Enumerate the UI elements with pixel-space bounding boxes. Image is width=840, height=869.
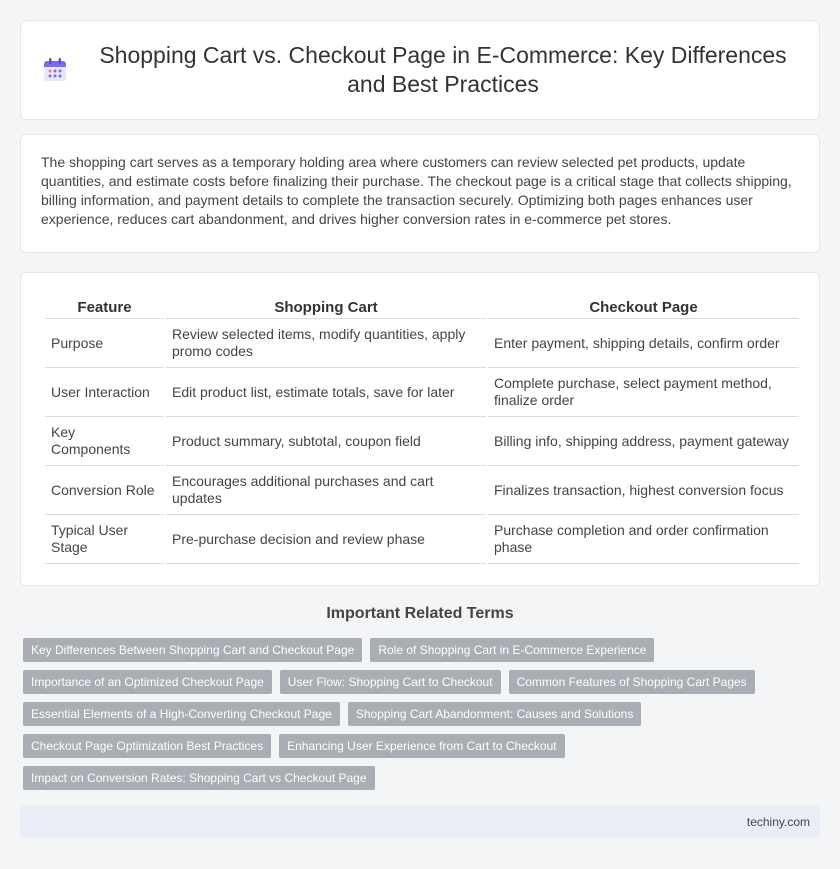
intro-paragraph: The shopping cart serves as a temporary holding area where customers can review selected pet products, update quantities, and estimate costs before finalizing their purchase. The checkout page is a critical stage that collects shipping, billing information, and payment details to complete the transaction securely. Optimizing both pages enhances user experience, reduces cart abandonment, and drives higher conversion rates in e-commerce pet stores.: [41, 154, 792, 227]
intro-card: [20, 134, 820, 253]
feature-cell: Key Components: [45, 417, 164, 466]
related-term-tag[interactable]: Role of Shopping Cart in E-Commerce Experience: [370, 638, 654, 662]
checkout-page-cell: Finalizes transaction, highest conversion focus: [488, 466, 799, 515]
shopping-cart-cell: Review selected items, modify quantities, apply promo codes: [166, 319, 486, 368]
related-terms-title: Important Related Terms: [326, 605, 514, 622]
related-term-tag[interactable]: Essential Elements of a High-Converting Checkout Page: [23, 702, 340, 726]
related-term-tag[interactable]: Impact on Conversion Rates: Shopping Cart vs Checkout Page: [23, 766, 375, 790]
related-term-tag[interactable]: Shopping Cart Abandonment: Causes and Solutions: [348, 702, 642, 726]
header-feature: Feature: [45, 293, 164, 319]
table-row: [45, 466, 799, 515]
feature-cell: User Interaction: [45, 368, 164, 417]
checkout-page-cell: Purchase completion and order confirmation phase: [488, 515, 799, 564]
shopping-cart-cell: Product summary, subtotal, coupon field: [166, 417, 486, 466]
comparison-table-card: [20, 272, 820, 586]
shopping-cart-cell: Encourages additional purchases and cart updates: [166, 466, 486, 515]
calendar-icon: [41, 56, 69, 84]
feature-cell: Typical User Stage: [45, 515, 164, 564]
comparison-table: [43, 293, 801, 564]
page-title: Shopping Cart vs. Checkout Page in E-Commerce: Key Differences and Best Practices: [99, 42, 787, 97]
header-card: [20, 20, 820, 120]
footer-site-link[interactable]: techiny.com: [746, 815, 810, 829]
table-row: [45, 417, 799, 466]
header-shopping-cart: Shopping Cart: [166, 293, 486, 319]
table-header-row: [45, 293, 799, 319]
table-row: [45, 319, 799, 368]
header-checkout-page: Checkout Page: [488, 293, 799, 319]
shopping-cart-cell: Pre-purchase decision and review phase: [166, 515, 486, 564]
related-term-tag[interactable]: Key Differences Between Shopping Cart and Checkout Page: [23, 638, 362, 662]
checkout-page-cell: Billing info, shipping address, payment gateway: [488, 417, 799, 466]
related-term-tag[interactable]: Common Features of Shopping Cart Pages: [509, 670, 755, 694]
related-term-tag[interactable]: Enhancing User Experience from Cart to Checkout: [279, 734, 564, 758]
footer: [20, 806, 820, 838]
related-terms-list: [23, 638, 803, 798]
related-term-tag[interactable]: Importance of an Optimized Checkout Page: [23, 670, 272, 694]
header: [21, 21, 819, 119]
feature-cell: Purpose: [45, 319, 164, 368]
feature-cell: Conversion Role: [45, 466, 164, 515]
shopping-cart-cell: Edit product list, estimate totals, save for later: [166, 368, 486, 417]
related-term-tag[interactable]: User Flow: Shopping Cart to Checkout: [280, 670, 501, 694]
checkout-page-cell: Enter payment, shipping details, confirm order: [488, 319, 799, 368]
related-term-tag[interactable]: Checkout Page Optimization Best Practices: [23, 734, 271, 758]
checkout-page-cell: Complete purchase, select payment method, finalize order: [488, 368, 799, 417]
table-row: [45, 515, 799, 564]
table-row: [45, 368, 799, 417]
